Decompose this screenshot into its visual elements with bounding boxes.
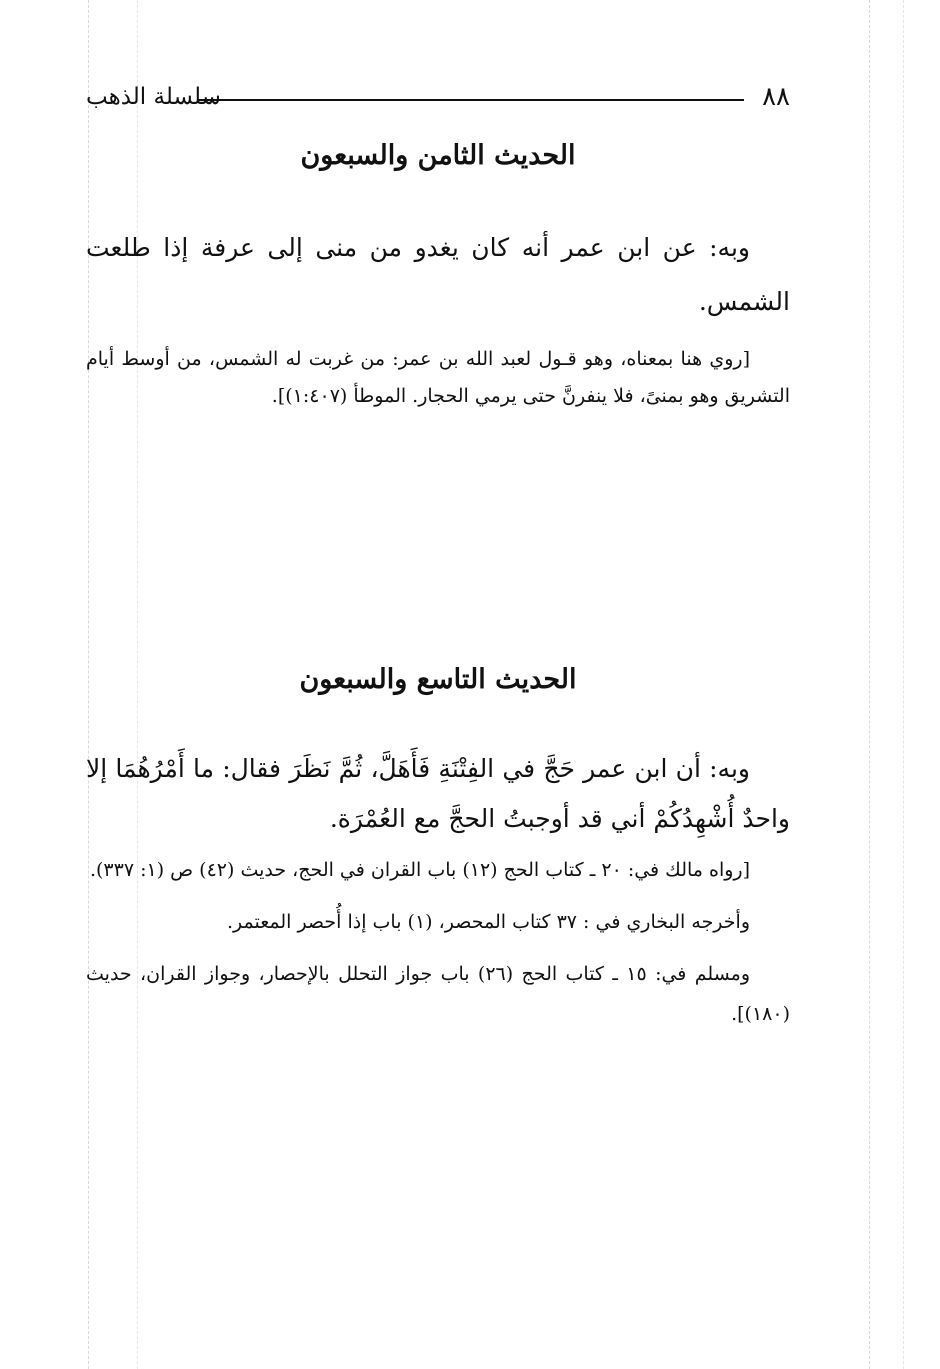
header-rule xyxy=(198,99,744,101)
hadith-79-note-muslim: ومسلم في: ١٥ ـ كتاب الحج (٢٦) باب جواز التحلل بالإحصار، وجواز القران، حديث (١٨٠)]. xyxy=(86,963,790,1025)
hadith-79-text: وبه: أن ابن عمر حَجَّ في الفِتْنَةِ فَأَهَلَّ، ثُمَّ نَظَرَ فقال: ما أَمْرُهُمَا إلا واحدٌ أُشْهِدُكُمْ أني قد أوجبتُ الحجَّ مع العُمْرَة. xyxy=(86,754,790,833)
hadith-79-section xyxy=(86,660,790,1046)
hadith-78-text: وبه: عن ابن عمر أنه كان يغدو من منى إلى عرفة إذا طلعت الشمس. xyxy=(86,233,790,316)
hadith-78-section xyxy=(86,136,790,415)
scan-guide-line xyxy=(903,0,904,1369)
scan-guide-line xyxy=(869,0,870,1369)
hadith-78-heading: الحديث الثامن والسبعون xyxy=(300,140,576,171)
hadith-79-note-malik: [رواه مالك في: ٢٠ ـ كتاب الحج (١٢) باب القران في الحج، حديث (٤٢) ص (١: ٣٣٧). xyxy=(89,859,750,881)
running-title: سلسلة الذهب xyxy=(86,84,221,110)
hadith-79-heading: الحديث التاسع والسبعون xyxy=(299,664,577,695)
hadith-79-note-bukhari: وأخرجه البخاري في : ٣٧ كتاب المحصر، (١) باب إذا أُحصر المعتمر. xyxy=(226,911,750,933)
page-number: ٨٨ xyxy=(762,82,790,112)
page-header xyxy=(86,80,790,114)
hadith-78-note: [روي هنا بمعناه، وهو قـول لعبد الله بن عمر: من غربت له الشمس، من أوسط أيام التشريق وهو بمنىً، فلا ينفرنَّ حتى يرمي الحجار. الموطأ (١:٤٠٧)]. xyxy=(86,348,790,407)
